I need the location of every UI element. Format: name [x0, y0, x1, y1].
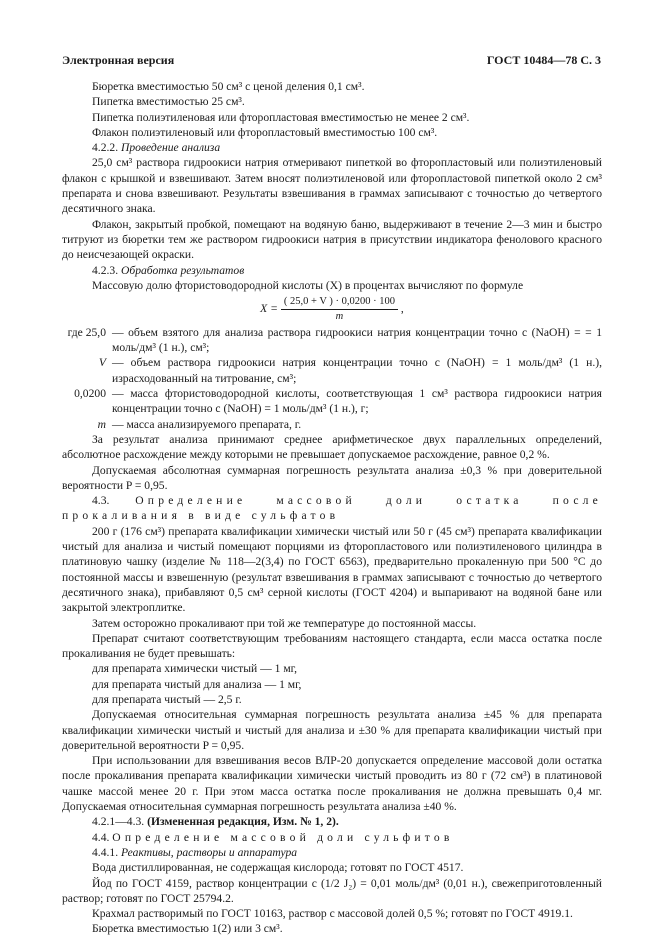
revision-note — [62, 814, 602, 829]
text-line: Флакон полиэтиленовый или фторопластовый вместимостью 100 см³. — [92, 125, 438, 139]
definition-row — [62, 325, 602, 356]
paragraph: Препарат считают соответствующим требованиям настоящего стандарта, если масса остатка после прокаливания не будет превышать: — [62, 631, 602, 661]
list-item: для препарата чистый — 2,5 г. — [92, 693, 242, 706]
paragraph: Допускаемая относительная суммарная погрешность результата анализа ±45 % для препарата квалификации химически чистый и чистый для анализа и ±30 % для препарата квалификации чистый при доверительной вероятности P = 0,95. — [62, 708, 602, 752]
paragraph: При использовании для взвешивания весов ВЛР-20 допускается определение массовой доли остатка после прокаливания препарата квалификации химически чистый проводить из 80 г (72 см³) в платиновой чашке массой менее 20 г. При этом масса остатка после прокаливания не должна превышать 0,4 мг. Допускаемая относительная суммарная погрешность результата анализа ±40 %. — [62, 754, 602, 814]
section-number: 4.2.3. — [92, 263, 119, 277]
revision-range: 4.2.1—4.3. — [92, 815, 145, 829]
section-title: Обработка результатов — [121, 263, 245, 277]
document-body — [62, 79, 602, 937]
paragraph: Массовую долю фтористоводородной кислоты (X) в процентах вычисляют по формуле — [92, 278, 524, 292]
paragraph: Вода дистиллированная, не содержащая кислорода; готовят по ГОСТ 4517. — [92, 861, 464, 875]
paragraph: 200 г (176 см³) препарата квалификации химически чистый или 50 г (45 см³) препарата квалификации чистый для анализа и чистый помещают порциями из фторопластового или полиэтиленового цилиндра в платиновую чашку (изделие № 118—2(3,4) по ГОСТ 6563), предварительно прокаленную при 500 °С до постоянной массы и взвешенную (результат взвешивания в граммах записывают с точностью до четвертого десятичного знака), прибавляют 0,5 см³ серной кислоты (ГОСТ 4204) и выпаривают на водяной бане или закрытой электроплитке. — [62, 524, 602, 615]
section-number: 4.3. — [92, 494, 110, 508]
section-title: Реактивы, растворы и аппаратура — [121, 845, 298, 859]
paragraph: Бюретка вместимостью 1(2) или 3 см³. — [92, 922, 283, 936]
paragraph: 25,0 см³ раствора гидроокиси натрия отмеривают пипеткой во фторопластовый или полиэтиленовый флакон с крышкой и взвешивают. Затем вносят полиэтиленовой или фторопластовой пипеткой около 2 см³ препарата и снова взвешивают. Результаты взвешивания в граммах записывают с точностью до четвертого десятичного знака. — [62, 156, 602, 216]
section-number: 4.2.2. — [92, 141, 119, 155]
paragraph: За результат анализа принимают среднее арифметическое двух параллельных определений, абсолютное расхождение между которыми не превышает допускаемое расхождение, равное 0,2 %. — [62, 432, 602, 462]
formula-lhs: X = — [260, 302, 278, 316]
definition-text: — масса анализируемого препарата, г. — [112, 417, 302, 431]
text-line: Бюретка вместимостью 50 см³ с ценой деления 0,1 см³. — [92, 80, 365, 93]
formula-definitions — [62, 325, 602, 432]
definition-text: — объем взятого для анализа раствора гидроокиси натрия концентрации точно c (NaOH) = = 1 моль/дм³ (1 н.), см³; — [112, 325, 602, 355]
formula-denominator: m — [335, 311, 344, 323]
paragraph: Крахмал растворимый по ГОСТ 10163, раствор с массовой долей 0,5 %; готовят по ГОСТ 4919.1. — [92, 907, 573, 921]
list-item: для препарата химически чистый — 1 мг, — [92, 662, 298, 676]
list-item: для препарата чистый для анализа — 1 мг, — [92, 677, 302, 691]
formula-fraction — [281, 295, 398, 324]
section-heading-4-4-1 — [62, 845, 602, 860]
section-heading-4-2-3 — [62, 263, 602, 278]
residue-limits-list — [62, 661, 602, 707]
header-standard-page: ГОСТ 10484—78 С. 3 — [486, 53, 601, 67]
section-title: Определение массовой доли сульфитов — [112, 830, 454, 844]
definition-text: — объем раствора гидроокиси натрия концентрации точно c (NaOH) = 1 моль/дм³ (1 н.), израсходованный на титрование, см³; — [112, 356, 602, 385]
formula-tail: , — [400, 302, 404, 316]
section-heading-4-2-2 — [62, 140, 602, 155]
definition-symbol: где 25,0 — [67, 325, 106, 339]
section-number: 4.4. — [92, 830, 110, 844]
definition-row — [62, 355, 602, 386]
header-edition-label: Электронная версия — [62, 53, 175, 67]
definition-symbol: 0,0200 — [74, 387, 106, 401]
paragraph: Йод по ГОСТ 4159, раствор концентрации c (1/2 J₂) = 0,01 моль/дм³ (0,01 н.), свежеприготовленный раствор; готовят по ГОСТ 25794.2. — [62, 876, 602, 905]
paragraph: Допускаемая абсолютная суммарная погрешность результата анализа ±0,3 % при доверительной вероятности P = 0,95. — [62, 463, 602, 492]
definition-row — [62, 417, 602, 432]
text-line: Пипетка полиэтиленовая или фторопластовая вместимостью не менее 2 см³. — [92, 110, 470, 124]
section-title: Определение массовой доли остатка после прокаливания в виде сульфатов — [62, 494, 602, 523]
formula-numerator: ( 25,0 + V ) · 0,0200 · 100 — [281, 295, 398, 310]
section-number: 4.4.1. — [92, 845, 119, 859]
definition-row — [62, 386, 602, 417]
paragraph: Затем осторожно прокаливают при той же температуре до постоянной массы. — [92, 616, 477, 630]
revision-text: (Измененная редакция, Изм. № 1, 2). — [147, 815, 339, 829]
definition-text: — масса фтористоводородной кислоты, соответствующая 1 см³ раствора гидроокиси натрия концентрации точно c (NaOH) = 1 моль/дм³ (1 н.), г; — [112, 387, 602, 416]
paragraph: Флакон, закрытый пробкой, помещают на водяную баню, выдерживают в течение 2—3 мин и быстро титруют из бюретки тем же раствором гидроокиси натрия в присутствии индикатора фенолового красного до неисчезающей окраски. — [62, 217, 602, 262]
section-title: Проведение анализа — [121, 141, 221, 155]
definition-symbol: V — [98, 356, 106, 370]
text-line: Пипетка вместимостью 25 см³. — [92, 95, 245, 109]
section-heading-4-3 — [62, 493, 602, 524]
definition-symbol: m — [97, 417, 106, 431]
section-heading-4-4 — [62, 830, 602, 845]
formula — [62, 295, 602, 324]
